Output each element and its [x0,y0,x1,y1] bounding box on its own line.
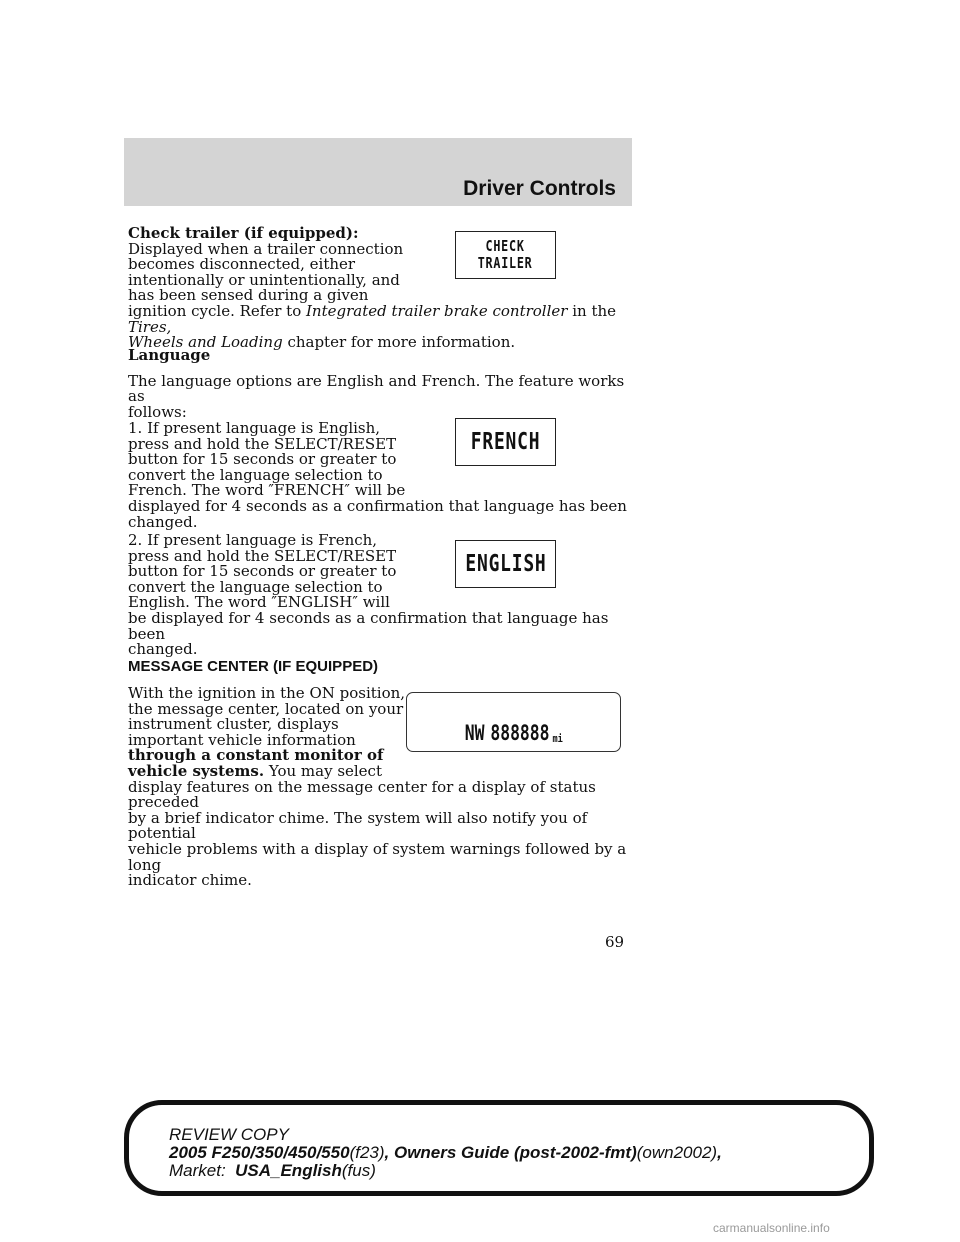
text-line: intentionally or unintentionally, and [128,270,400,289]
page-number: 69 [605,933,625,951]
review-line [169,1144,722,1162]
review-label: REVIEW COPY [169,1125,289,1144]
text-line: 1. If present language is English, [128,419,381,437]
text-line: English. The word ″ENGLISH″ will [128,593,390,612]
review-copy-text [169,1126,722,1180]
text-line: important vehicle information [128,730,356,749]
text-run: (own2002) [636,1143,718,1162]
text-line: The language options are English and French. The feature works as [128,371,625,406]
display-text: ENGLISH [464,551,547,577]
text-line: button for 15 seconds or greater to [128,562,397,581]
header-band [124,138,632,206]
text-line: press and hold the SELECT/RESET [128,434,397,453]
text-run: , Owners Guide (post-2002-fmt) [384,1143,637,1162]
text-line: French. The word ″FRENCH″ will be [128,481,406,500]
english-display [455,540,556,588]
text-run: USA_English [235,1161,342,1180]
text-run: 2005 F250/350/450/550 [169,1143,350,1162]
french-display [455,418,556,466]
odometer-readout [462,721,564,745]
section-title: Driver Controls [463,177,616,200]
text-run: You may select [264,761,382,780]
text-line: through a constant monitor of [128,746,384,765]
text-line: be displayed for 4 seconds as a confirmation that language has been [128,608,609,643]
text-run: , [717,1143,722,1162]
text-line: display features on the message center for a display of status preceded [128,777,596,812]
display-text: CHECK [485,237,526,255]
text-line: has been sensed during a given [128,286,369,305]
review-line [169,1162,722,1180]
text-line: With the ignition in the ON position, [128,684,406,702]
text-line: indicator chime. [128,871,252,890]
site-watermark: carmanualsonline.info [713,1221,830,1235]
text-line: Displayed when a trailer connection [128,239,404,258]
text-line: becomes disconnected, either [128,255,356,274]
text-line: press and hold the SELECT/RESET [128,546,397,565]
text-line [128,301,628,336]
text-run: (f23) [349,1143,385,1162]
text-run: Market: [169,1161,236,1180]
message-center-display [406,692,621,752]
text-run: ignition cycle. Refer to [128,301,306,320]
display-text: FRENCH [470,429,541,455]
language-heading: Language [128,346,211,364]
language-section [128,348,628,420]
odometer-digits: 888888 [489,721,550,745]
compass-heading: NW [465,721,485,745]
text-line: changed. [128,512,198,531]
text-run: in the [567,301,617,320]
text-run: vehicle systems. [128,761,265,780]
text-line: by a brief indicator chime. The system will also notify you of potential [128,808,588,843]
cross-reference: Integrated trailer brake controller [306,301,568,320]
chapter-reference: Tires, [128,317,172,336]
unit-label: mi [552,732,564,745]
text-line: 2. If present language is French, [128,531,378,549]
text-line: the message center, located on your [128,699,404,718]
review-copy-box [124,1100,874,1196]
text-run: (fus) [341,1161,376,1180]
text-line: convert the language selection to [128,577,383,596]
text-line: follows: [128,402,187,421]
chapter-reference: Wheels and Loading [128,333,283,352]
display-text: TRAILER [478,254,533,272]
text-line: button for 15 seconds or greater to [128,450,397,469]
text-line: changed. [128,640,198,659]
text-line: convert the language selection to [128,465,383,484]
text-run: chapter for more information. [282,333,516,352]
text-line: instrument cluster, displays [128,715,339,734]
check-trailer-heading: Check trailer (if equipped): [128,224,359,242]
check-trailer-display [455,231,556,279]
text-line: displayed for 4 seconds as a confirmation that language has been [128,496,627,515]
message-center-heading: MESSAGE CENTER (IF EQUIPPED) [128,658,379,675]
text-line: vehicle problems with a display of system warnings followed by a long [128,839,627,874]
